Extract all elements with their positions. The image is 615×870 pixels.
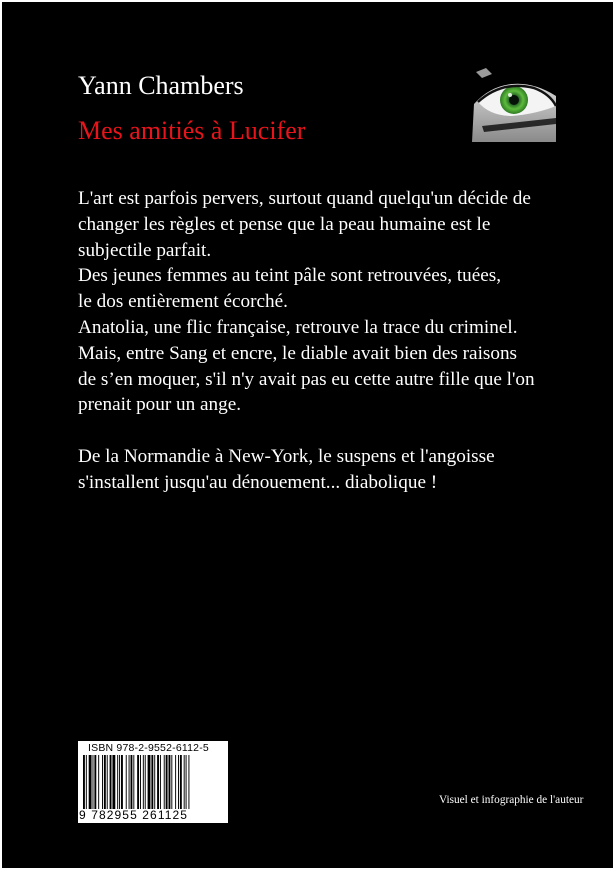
- barcode-bar: [157, 755, 159, 809]
- blurb-line: subjectile parfait.: [78, 239, 212, 261]
- barcode-bar: [171, 755, 172, 809]
- barcode-bar: [145, 755, 146, 809]
- blurb-line: de s’en moquer, s'il n'y avait pas eu cette autre fille que l'on: [78, 368, 535, 390]
- barcode-bar: [86, 755, 87, 809]
- barcode-bar: [83, 755, 85, 809]
- barcode-bar: [178, 755, 179, 809]
- barcode-bar: [143, 755, 144, 809]
- barcode-bar: [131, 755, 133, 809]
- ean-digits: 9 782955 261125: [79, 808, 189, 822]
- barcode-bar: [98, 755, 99, 809]
- barcode-bar: [94, 755, 96, 809]
- barcode-bar: [148, 755, 151, 809]
- blurb-line: L'art est parfois pervers, surtout quand quelqu'un décide de: [78, 188, 531, 209]
- barcode-bars: [81, 755, 225, 809]
- blurb-line: prenait pour un ange.: [78, 394, 242, 416]
- barcode-bar: [140, 755, 141, 809]
- barcode-bar: [137, 755, 139, 809]
- barcode-bar: [129, 755, 130, 809]
- barcode-bar: [119, 755, 120, 809]
- blurb-line: Des jeunes femmes au teint pâle sont retrouvées, tuées,: [78, 265, 502, 287]
- barcode-bar: [151, 755, 153, 809]
- barcode-bar: [102, 755, 103, 809]
- green-eye-icon: [472, 66, 558, 144]
- barcode-bar: [133, 755, 134, 809]
- barcode-bar: [112, 755, 115, 809]
- barcode-bar: [154, 755, 155, 809]
- barcode-bar: [121, 755, 123, 809]
- isbn-barcode: [78, 741, 228, 823]
- barcode-bar: [126, 755, 127, 809]
- barcode-bar: [104, 755, 106, 809]
- blurb-line: changer les règles et pense que la peau humaine est le: [78, 213, 491, 235]
- barcode-bar: [110, 755, 112, 809]
- author-name: Yann Chambers: [78, 71, 244, 100]
- barcode-bar: [89, 755, 92, 809]
- barcode-bar: [184, 755, 185, 809]
- blurb-line: De la Normandie à New-York, le suspens et l'angoisse: [78, 445, 495, 467]
- blurb-line: s'installent jusqu'au dénouement... diabolique !: [78, 471, 438, 493]
- blurb-line: Anatolia, une flic française, retrouve la trace du criminel.: [78, 316, 518, 338]
- barcode-bar: [160, 755, 161, 809]
- barcode-bar: [164, 755, 165, 809]
- paragraph-gap: [78, 418, 615, 444]
- barcode-bar: [93, 755, 94, 809]
- barcode-bar: [188, 755, 189, 809]
- barcode-bar: [117, 755, 118, 809]
- blurb: [78, 186, 615, 496]
- barcode-bar: [107, 755, 108, 809]
- barcode-bar: [186, 755, 187, 809]
- barcode-bar: [166, 755, 168, 809]
- barcode-bar: [180, 755, 182, 809]
- credit-line: Visuel et infographie de l'auteur: [439, 794, 584, 806]
- book-title: Mes amitiés à Lucifer: [78, 116, 306, 145]
- barcode-bar: [175, 755, 176, 809]
- isbn-number: ISBN 978-2-9552-6112-5: [88, 742, 209, 754]
- blurb-line: Mais, entre Sang et encre, le diable avait bien des raisons: [78, 342, 518, 364]
- barcode-bar: [169, 755, 171, 809]
- blurb-line: le dos entièrement écorché.: [78, 291, 288, 313]
- back-cover: [2, 2, 613, 868]
